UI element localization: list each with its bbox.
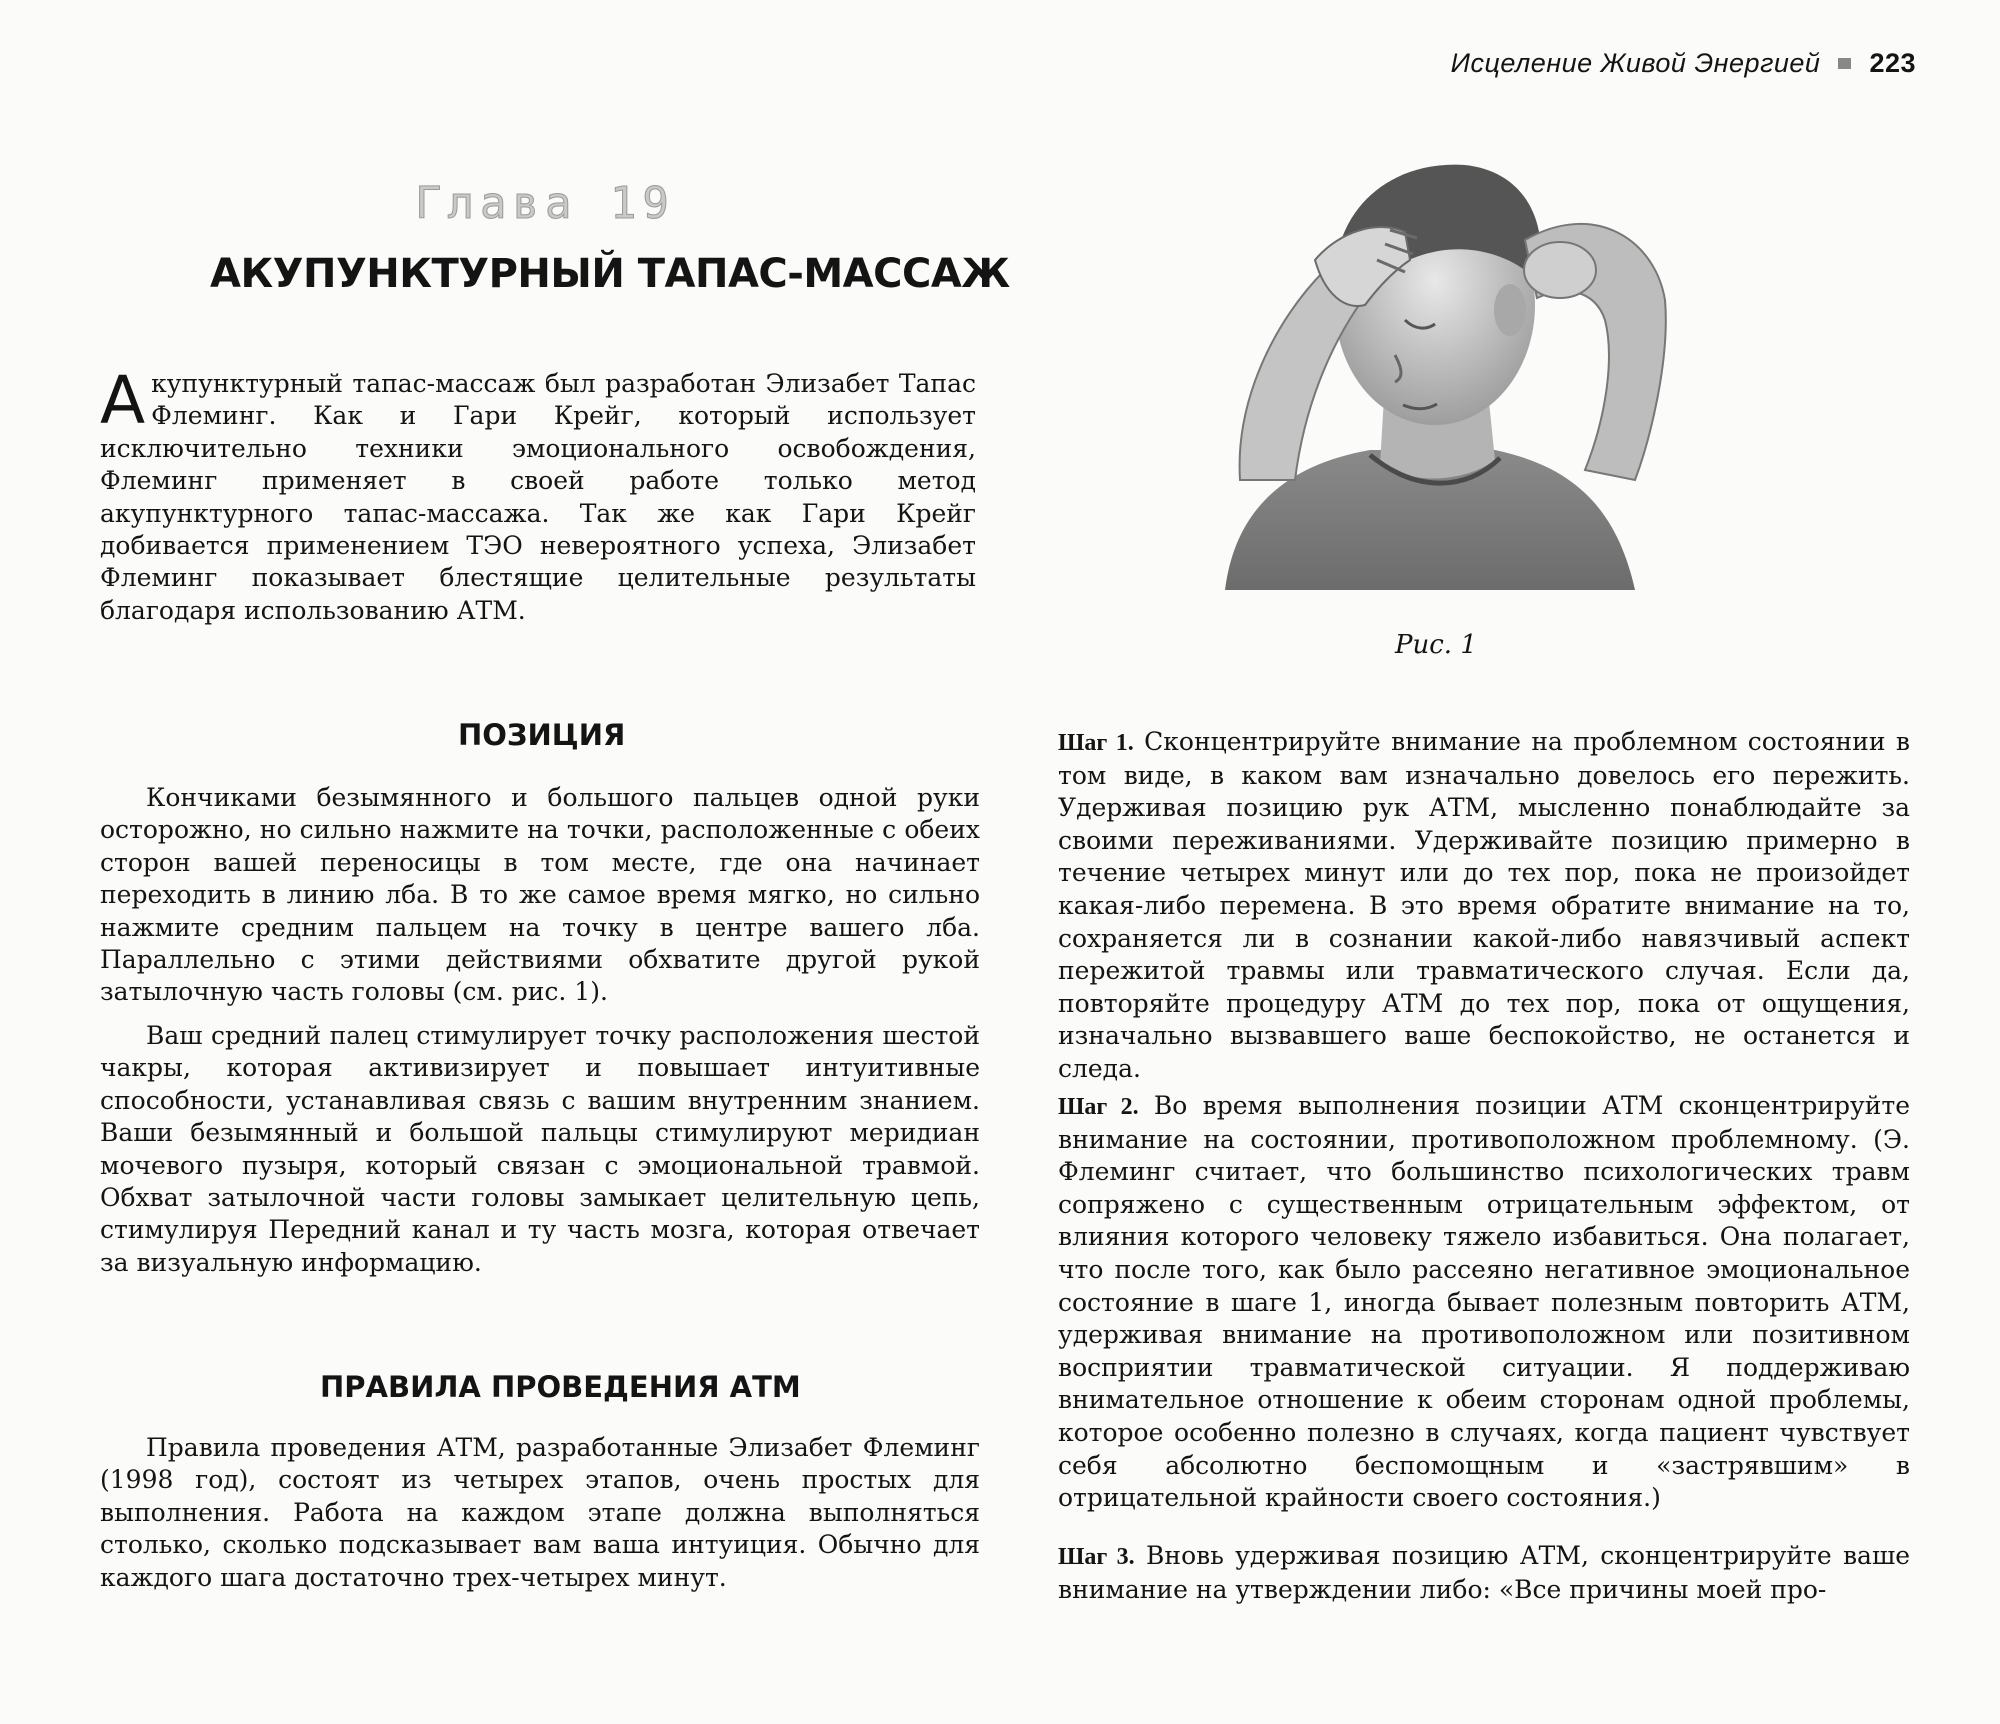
rules-heading: ПРАВИЛА ПРОВЕДЕНИЯ АТМ xyxy=(320,1370,801,1404)
position-heading: ПОЗИЦИЯ xyxy=(458,718,626,752)
rules-paragraph: Правила проведения АТМ, разработанные Элизабет Флеминг (1998 год), состоят из четырех этапов, очень простых для выполнения. Работа на каждом этапе должна выполняться столько, сколько подсказывает вам ваша интуиция. Обычно для каждого шага достаточно трех-четырех минут. xyxy=(100,1433,980,1592)
step-3-paragraph xyxy=(1058,1540,1910,1606)
separator-mark xyxy=(1838,58,1851,69)
man-touching-forehead-illustration xyxy=(1165,120,1725,610)
step-3-text: Вновь удерживая позицию АТМ, сконцентрируйте ваше внимание на утверждении либо: «Все причины моей про- xyxy=(1058,1541,1910,1604)
chapter-label: Глава 19 xyxy=(415,178,675,229)
figure-caption: Рис. 1 xyxy=(1395,630,1477,660)
step-1-label: Шаг 1. xyxy=(1058,730,1134,756)
intro-paragraph xyxy=(100,362,976,627)
ear-shape xyxy=(1494,284,1526,336)
running-head xyxy=(1451,48,1916,79)
book-title: Исцеление Живой Энергией xyxy=(1450,48,1821,78)
step-3-label: Шаг 3. xyxy=(1058,1544,1135,1570)
step-1-text: Сконцентрируйте внимание на проблемном состоянии в том виде, в каком вам изначально довелось его пережить. Удерживая позицию рук АТМ, мысленно понаблюдайте за своими переживаниями. Удерживайте позицию примерно в течение четырех минут или до тех пор, пока не произойдет какая-либо перемена. В это время обратите внимание на то, сохраняется ли в сознании какой-либо навязчивый аспект пережитой травмы или травматического случая. Если да, повторяйте процедуру АТМ до тех пор, пока от ощущения, изначально вызвавшего ваше беспокойство, не останется и следа. xyxy=(1058,727,1910,1083)
chapter-title: АКУПУНКТУРНЫЙ ТАПАС-МАССАЖ xyxy=(210,251,1010,297)
position-paragraph-2: Ваш средний палец стимулирует точку расположения шестой чакры, которая активизирует и повышает интуитивные способности, устанавливая связь с вашим внутренним знанием. Ваши безымянный и большой пальцы стимулируют меридиан мочевого пузыря, который связан с эмоциональной травмой. Обхват затылочной части головы замыкает целительную цепь, стимулируя Передний канал и ту часть мозга, которая отвечает за визуальную информацию. xyxy=(100,1021,980,1277)
step-1-paragraph xyxy=(1058,726,1910,1086)
drop-cap: А xyxy=(100,362,146,439)
page-number: 223 xyxy=(1869,48,1916,78)
rear-hand-shape xyxy=(1524,242,1596,298)
intro-text: купунктурный тапас-массаж был разработан Элизабет Тапас Флеминг. Как и Гари Крейг, который использует исключительно техники эмоционального освобождения, Флеминг применяет в своей работе только метод акупунктурного тапас-массажа. Так же как Гари Крейг добивается применением ТЭО невероятного успеха, Элизабет Флеминг показывает блестящие целительные результаты благодаря использованию АТМ. xyxy=(100,369,976,625)
step-2-label: Шаг 2. xyxy=(1058,1094,1139,1120)
step-2-text: Во время выполнения позиции АТМ сконцентрируйте внимание на состоянии, противоположном проблемному. (Э. Флеминг считает, что большинство психологических травм сопряжено с существенным отрицательным эффектом, от влияния которого человеку тяжело избавиться. Она полагает, что после того, как было рассеяно негативное эмоциональное состояние в шаге 1, иногда бывает полезным повторить АТМ, удерживая внимание на противоположном или позитивном восприятии травматической ситуации. Я поддерживаю внимательное отношение к обеим сторонам одной проблемы, которое особенно полезно в случаях, когда пациент чувствует себя абсолютно беспомощным и «застрявшим» в отрицательной крайности своего состояния.) xyxy=(1058,1091,1910,1513)
position-paragraph-1: Кончиками безымянного и большого пальцев одной руки осторожно, но сильно нажмите на точки, расположенные с обеих сторон вашей переносицы в том месте, где она начинает переходить в линию лба. В то же самое время мягко, но сильно нажмите средним пальцем на точку в центре вашего лба. Параллельно с этими действиями обхватите другой рукой затылочную часть головы (см. рис. 1). xyxy=(100,783,980,1007)
step-2-paragraph xyxy=(1058,1090,1910,1515)
figure-illustration xyxy=(1165,120,1725,610)
